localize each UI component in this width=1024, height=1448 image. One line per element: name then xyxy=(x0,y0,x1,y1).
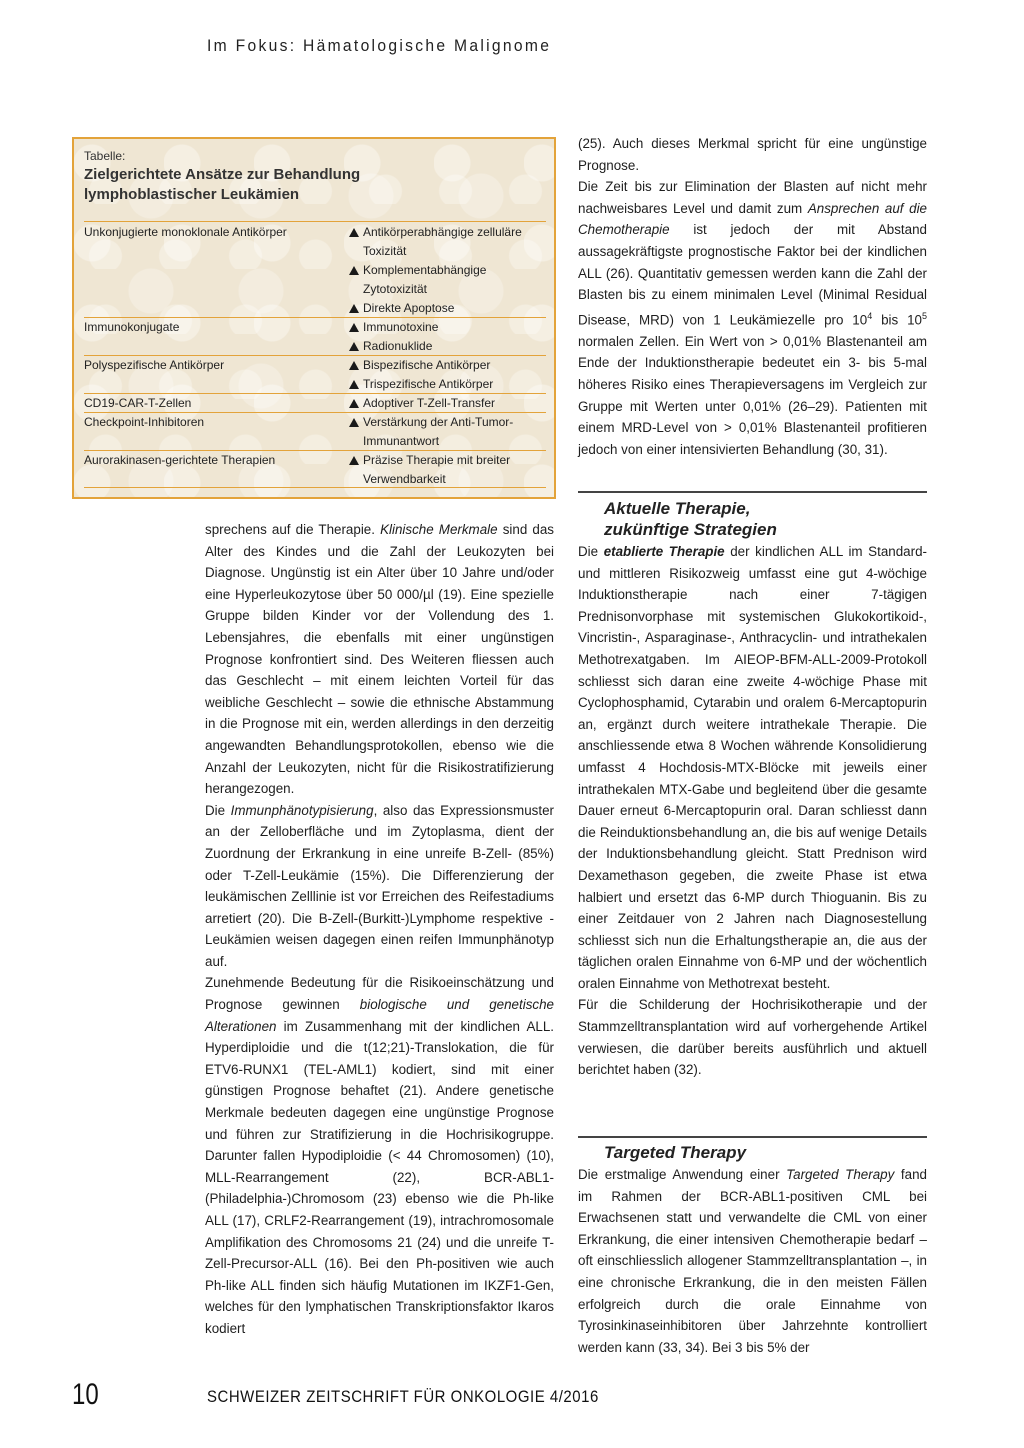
table-row-items xyxy=(348,223,546,318)
section-rule xyxy=(578,491,927,493)
table-row-label: CD19-CAR-T-Zellen xyxy=(84,396,192,410)
journal-footer: SCHWEIZER ZEITSCHRIFT FÜR ONKOLOGIE 4/2016 xyxy=(207,1387,599,1406)
text-run: sind das Alter des Kindes und die Zahl der Leukozyten bei Diagnose. Ungünstig ist ein Alter über 10 Jahre und/oder eine Hyperleukozytose über 50 000/µl (19). Eine spezielle Gruppe bilden Kinder vor der Vollendung des 1. Lebensjahres, die ebenfalls mit einer ungünstigen Prognose konfrontiert sind. Des Weiteren fliessen auch das Geschlecht – mit einem leichten Vorteil für das weibliche Geschlecht – sowie die ethnische Abstammung in die Prognose mit ein, werden allerdings in den derzeitig angewandten Behandlungsprotokollen, ebenso wie die Anzahl der Leukozyten, nicht für die Risikostratifizierung herangezogen. xyxy=(205,522,554,797)
section-heading-line: zukünftige Strategien xyxy=(604,520,777,539)
table-item: Bispezifische Antikörper xyxy=(348,356,546,375)
table-row-items xyxy=(348,451,546,489)
table-row-label: Aurorakinasen-gerichtete Therapien xyxy=(84,453,276,467)
paragraph xyxy=(578,176,927,460)
table-title xyxy=(84,165,504,205)
italic-term: Targeted Therapy xyxy=(786,1167,895,1182)
table-item: Immunotoxine xyxy=(348,318,546,337)
text-run: ist jedoch der mit Abstand aussagekräftigste prognostische Faktor bei der kindlichen ALL (26). Quantitativ gemessen werden kann die Zahl der Blasten bis zu einem minimalen Level (Minimal Residual Disease, MRD) von 1 Leukämiezelle pro 10 xyxy=(578,222,927,328)
section-rule xyxy=(578,1136,927,1138)
text-run: Die erstmalige Anwendung einer xyxy=(578,1167,787,1182)
table-row-items xyxy=(348,394,546,413)
table-row-label: Unkonjugierte monoklonale Antikörper xyxy=(84,225,287,239)
right-text-column-section1 xyxy=(578,541,927,1081)
table-row-items xyxy=(348,356,546,394)
table-item: Verstärkung der Anti-Tumor-Immunantwort xyxy=(348,413,546,451)
right-text-column-top xyxy=(578,133,927,460)
left-text-column xyxy=(205,519,554,1340)
superscript: 5 xyxy=(921,310,927,321)
text-run: der kindlichen ALL im Standard- und mittleren Risikozweig umfasst eine gut 4-wöchige Induktionstherapie nach einer 7-tägigen Prednisonvorphase mit systemischen Glukokortikoid-, Vincristin-, Asparaginase-, Anthracyclin- und intrathekalen Methotrexatgaben. Im AIEOP-BFM-ALL-2009-Protokoll schliesst sich daran eine zweite 4-wöchige Phase mit Cyclophosphamid, Cytarabin und oralem 6-Mercaptopurin an, ergänzt durch weitere intrathekale Therapie. Die anschliessende etwa 8 Wochen währende Konsolidierung umfasst 4 Hochdosis-MTX-Blöcke mit jeweils einer intrathekalen MTX-Gabe und begleitend über die gesamte Dauer erneut 6-Mercaptopurin oral. Daran schliesst dann die Reinduktionsbehandlung an, die bis auf wenige Details der Induktionsbehandlung gleicht. Statt Prednison wird Dexamethason gegeben, die zweite Phase ist etwa halbiert und ersetzt das 6-MP durch Thioguanin. Bis zu einer Zeitdauer von 2 Jahren nach Diagnosestellung schliesst sich nun die Erhaltungstherapie an, die aus der täglichen oralen Einnahme von 6-MP und der wöchentlich oralen Einnahme von Methotrexat besteht. xyxy=(578,544,927,991)
text-run: Die xyxy=(578,544,604,559)
text-run: Die xyxy=(205,802,231,818)
table-item: Trispezifische Antikörper xyxy=(348,375,546,394)
text-run: bis 10 xyxy=(872,312,922,328)
table-title-line1: Zielgerichtete Ansätze zur Behandlung xyxy=(84,166,361,183)
paragraph xyxy=(578,541,927,994)
paragraph xyxy=(578,1164,927,1358)
paragraph: (25). Auch dieses Merkmal spricht für eine ungünstige Prognose. xyxy=(578,136,927,173)
running-header: Im Fokus: Hämatologische Malignome xyxy=(207,36,552,55)
table-rule xyxy=(84,221,546,222)
superscript: 4 xyxy=(867,310,873,321)
right-text-column-section2 xyxy=(578,1164,927,1358)
paragraph xyxy=(205,972,554,1339)
text-run: normalen Zellen. Ein Wert von > 0,01% Blastenanteil am Ende der Induktionstherapie bedeutet ein 3- bis 5-mal höheres Risiko eines Therapieversagens im Vergleich zur Gruppe mit Werten unter 0,01% (26–29). Patienten mit einem MRD-Level von > 0,01% Blastenanteil profitieren jedoch von einer intensivierten Behandlung (30, 31). xyxy=(578,333,927,457)
table-item: Radionuklide xyxy=(348,337,546,356)
text-run: , also das Expressionsmuster an der Zelloberfläche und im Zytoplasma, dient der Zuordnung der Erkrankung in eine unreife B-Zell- (85%) oder T-Zell-Leukämie (15%). Die Differenzierung der leukämischen Zelllinie ist vor Erreichen des Reifestadiums arretiert (20). Die B-Zell-(Burkitt-)Lymphome respektive -Leukämien weisen dagegen einen reifen Immunphänotyp auf. xyxy=(205,802,554,969)
table-item: Komplementabhängige Zytotoxizität xyxy=(348,261,546,299)
italic-term: Immunphänotypisierung xyxy=(230,802,374,818)
section-heading xyxy=(604,498,777,540)
paragraph: Für die Schilderung der Hochrisikotherapie und der Stammzelltransplantation wird auf vorhergehende Artikel verwiesen, die darüber bereits ausführlich und aktuell berichtet haben (32). xyxy=(578,997,927,1078)
table-item: Antikörperabhängige zelluläre Toxizität xyxy=(348,223,546,261)
table-rule xyxy=(84,487,546,488)
text-run: im Zusammenhang mit der kindlichen ALL. Hyperdiploidie und die t(12;21)-Translokation, die für ETV6-RUNX1 (TEL-AML1) kodiert, sind mit einer günstigen Prognose behaftet (21). Andere genetische Merkmale bedeuten dagegen eine ungünstige Prognose und führen zur Stratifizierung in die Hochrisikogruppe. Darunter fallen Hypodiploidie (< 44 Chromosomen) (10), MLL-Rearrangement (22), BCR-ABL1-(Philadelphia-)Chromosom (23) ebenso wie die Ph-like ALL (17), CRLF2-Rearrangement (19), intrachromosomale Amplifikation des Chromosoms 21 (24) und die unreife T-Zell-Precursor-ALL (16). Bei den Ph-positiven wie auch Ph-like ALL finden sich häufig Mutationen im IKZF1-Gen, welches für den lymphatischen Transkriptionsfaktor Ikaros kodiert xyxy=(205,1018,554,1336)
italic-term: Ansprechen auf die Chemotherapie xyxy=(578,200,927,238)
text-run: Die Zeit bis zur Elimination der Blasten auf nicht mehr nachweisbares Level und damit zum xyxy=(578,179,927,216)
table-item: Adoptiver T-Zell-Transfer xyxy=(348,394,546,413)
table-item: Präzise Therapie mit breiter Verwendbarkeit xyxy=(348,451,546,489)
text-run: Zunehmende Bedeutung für die Risikoeinschätzung und Prognose gewinnen xyxy=(205,975,554,1013)
text-run: fand im Rahmen der BCR-ABL1-positiven CML bei Erwachsenen statt und verwandelte die CML von einer Erkrankung, die einer intensiven Chemotherapie bedarf – oft einschliesslich allogener Stammzelltransplantation –, in eine chronische Erkrankung, die in den meisten Fällen erfolgreich durch die orale Einnahme von Tyrosinkinaseinhibitoren über Jahrzehnte kontrolliert werden kann (33, 34). Bei 3 bis 5% der xyxy=(578,1167,927,1355)
page-number: 10 xyxy=(72,1378,99,1411)
table-row-label: Checkpoint-Inhibitoren xyxy=(84,415,205,429)
table-row-items xyxy=(348,318,546,356)
table-caption: Tabelle: xyxy=(84,149,126,163)
paragraph xyxy=(205,519,554,800)
bold-italic-term: etablierte Therapie xyxy=(603,544,725,559)
table-row-items xyxy=(348,413,546,451)
italic-term: biologische und genetische Alterationen xyxy=(205,997,554,1034)
text-run: sprechens auf die Therapie. xyxy=(205,522,381,537)
section-heading: Targeted Therapy xyxy=(604,1143,747,1162)
italic-term: Klinische Merkmale xyxy=(380,522,498,537)
paragraph xyxy=(205,800,554,973)
table-row-label: Polyspezifische Antikörper xyxy=(84,358,225,372)
table-item: Direkte Apoptose xyxy=(348,299,546,318)
section-heading-line: Aktuelle Therapie, xyxy=(604,499,751,518)
table-row-label: Immunokonjugate xyxy=(84,320,180,334)
table-title-line2: lymphoblastischer Leukämien xyxy=(84,186,300,203)
